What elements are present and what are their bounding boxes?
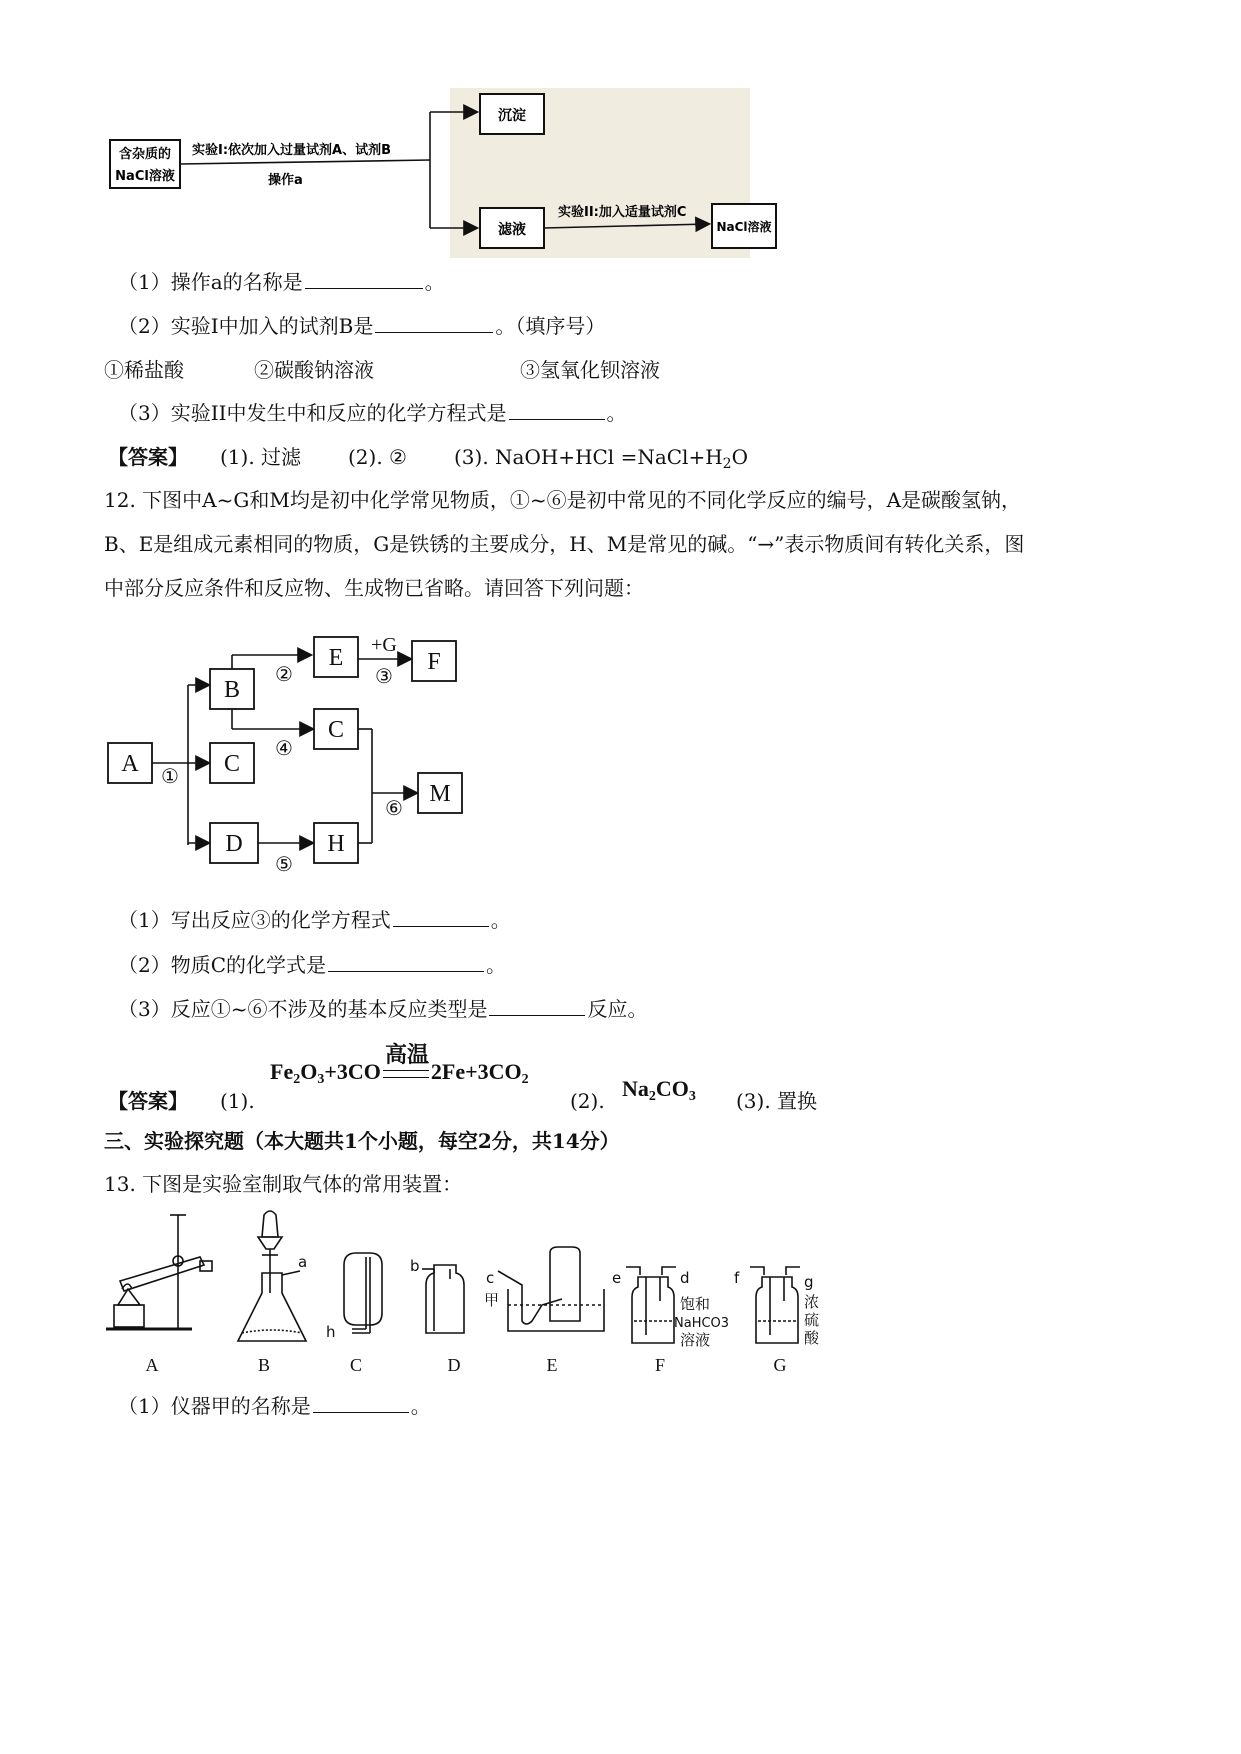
q12-stem-1: 12. 下图中A~G和M均是初中化学常见物质，①~⑥是初中常见的不同化学反应的编号，A是碳酸氢钠， [104,488,1022,512]
q11-part3 [118,399,627,427]
mark-jia: 甲 [484,1291,500,1309]
mark-d: d [680,1269,690,1287]
q12-p1-end: 。 [490,908,511,932]
apparatus-c [344,1253,382,1333]
q12-part3 [118,995,647,1023]
q11-p2-blank[interactable] [375,312,493,333]
label-g: G [773,1355,787,1375]
reaction-4-label: ④ [275,736,293,760]
lab-apparatus-figure [100,1205,840,1385]
label-f: F [654,1355,666,1375]
q12-part2 [118,951,506,979]
node-b-label: B [223,677,241,703]
q12-stem-2: B、E是组成元素相同的物质，G是铁锈的主要成分，H、M是常见的碱。“→”表示物质间有转化关系，图 [104,532,1025,556]
q11-p2-text: （2）实验I中加入的试剂B是 [118,314,374,338]
node-c-top-label: C [327,717,345,743]
q11-p1-text: （1）操作a的名称是 [118,270,303,294]
node-f-label: F [427,649,441,675]
q12-part1 [118,906,511,934]
mark-a: a [298,1253,308,1271]
q12-answer-2: (2). [570,1089,605,1113]
q11-p3-end: 。 [606,401,627,425]
q11-p3-text: （3）实验II中发生中和反应的化学方程式是 [118,401,507,425]
purification-flow-diagram [100,88,800,258]
experiment1-label: 实验I:依次加入过量试剂A、试剂B [192,143,392,158]
reaction-5-label: ⑤ [275,852,293,875]
answer-2: (2). ② [348,445,407,469]
apparatus-g [750,1267,800,1343]
q11-options [104,356,660,384]
q13-part1 [118,1392,431,1420]
label-d: D [447,1355,461,1375]
sodium-carbonate-formula: $Na_2CO_3$ [622,1076,696,1104]
q12-answer-1: (1). [220,1089,255,1113]
answer-label: 【答案】 [108,445,188,469]
f-note-3: 溶液 [680,1331,711,1349]
f-note-1: 饱和 [680,1295,711,1313]
nacl-solution-label: NaCl溶液 [716,220,772,234]
option-1: ①稀盐酸 [104,358,184,382]
mark-f: f [734,1269,740,1287]
answer-3: (3). NaOH+HCl $=NaCl+H_2O$ [454,445,748,472]
node-m-label: M [429,781,451,807]
q11-part1 [118,268,445,296]
operation-a-label: 操作a [268,173,303,188]
impure-nacl-line2: NaCl溶液 [115,169,175,184]
q11-p3-blank[interactable] [509,399,605,420]
mark-c: c [486,1269,495,1287]
plus-g-label: +G [371,634,397,656]
impure-nacl-line1: 含杂质的 [118,147,172,162]
reaction-3-equation: $Fe_2O_3+3CO$ $2Fe+3CO_2$ [270,1059,529,1087]
g-note-2: 硫 [804,1311,820,1329]
g-note-1: 浓 [804,1293,820,1311]
option-2: ②碳酸钠溶液 [254,358,374,382]
reaction-1-label: ① [161,764,179,788]
apparatus-b [238,1211,306,1341]
reaction-2-label: ② [275,662,293,686]
experiment2-label: 实验II:加入适量试剂C [558,205,687,220]
mark-h: h [326,1323,336,1341]
q13-p1-blank[interactable] [313,1392,409,1413]
mark-e: e [612,1269,622,1287]
node-a-label: A [121,751,139,777]
q12-p1-blank[interactable] [393,906,489,927]
apparatus-f [626,1267,676,1343]
q13-p1-text: （1）仪器甲的名称是 [118,1394,311,1418]
equation-condition: 高温 [385,1042,430,1067]
answer-1: (1). 过滤 [220,445,302,469]
q12-p3-blank[interactable] [489,995,585,1016]
apparatus-a [106,1215,212,1329]
q12-answer-label: 【答案】 [108,1089,188,1113]
node-d-label: D [225,831,243,857]
mark-g: g [804,1273,814,1291]
label-c: C [349,1355,363,1375]
q11-p1-end: 。 [424,270,445,294]
q12-p3-text: （3）反应①~⑥不涉及的基本反应类型是 [118,997,488,1021]
q11-part2 [118,312,605,340]
option-3: ③氢氧化钡溶液 [520,358,660,382]
label-a: A [145,1355,159,1375]
q12-p2-blank[interactable] [328,951,484,972]
apparatus-e [498,1247,604,1331]
filtrate-label: 滤液 [498,222,526,238]
q11-p1-blank[interactable] [305,268,423,289]
node-e-label: E [328,645,344,671]
precipitate-label: 沉淀 [498,108,526,124]
q12-p1-text: （1）写出反应③的化学方程式 [118,908,391,932]
mark-b: b [410,1257,420,1275]
f-note-2: NaHCO3 [674,1316,730,1331]
q12-p3-end: 反应。 [587,997,648,1021]
reaction-relationship-diagram [100,625,470,875]
equals-sign [383,1070,429,1078]
apparatus-d [422,1265,464,1333]
q11-p2-end: 。（填序号） [495,314,606,338]
reaction-3-label: ③ [375,664,393,688]
label-b: B [257,1355,271,1375]
q12-p2-end: 。 [486,953,507,977]
section3-heading: 三、实验探究题（本大题共1个小题，每空2分，共14分） [104,1129,620,1153]
reaction-6-label: ⑥ [385,796,403,820]
q13-p1-end: 。 [410,1394,431,1418]
q12-stem-3: 中部分反应条件和反应物、生成物已省略。请回答下列问题： [104,576,644,600]
g-note-3: 酸 [804,1329,820,1347]
q11-answer [108,443,748,472]
q13-intro: 13. 下图是实验室制取气体的常用装置： [104,1172,463,1196]
q12-p2-text: （2）物质C的化学式是 [118,953,327,977]
node-c-middle-label: C [223,751,241,777]
label-e: E [546,1355,558,1375]
q12-answer-3: (3). 置换 [736,1089,818,1113]
node-h-label: H [327,831,345,857]
